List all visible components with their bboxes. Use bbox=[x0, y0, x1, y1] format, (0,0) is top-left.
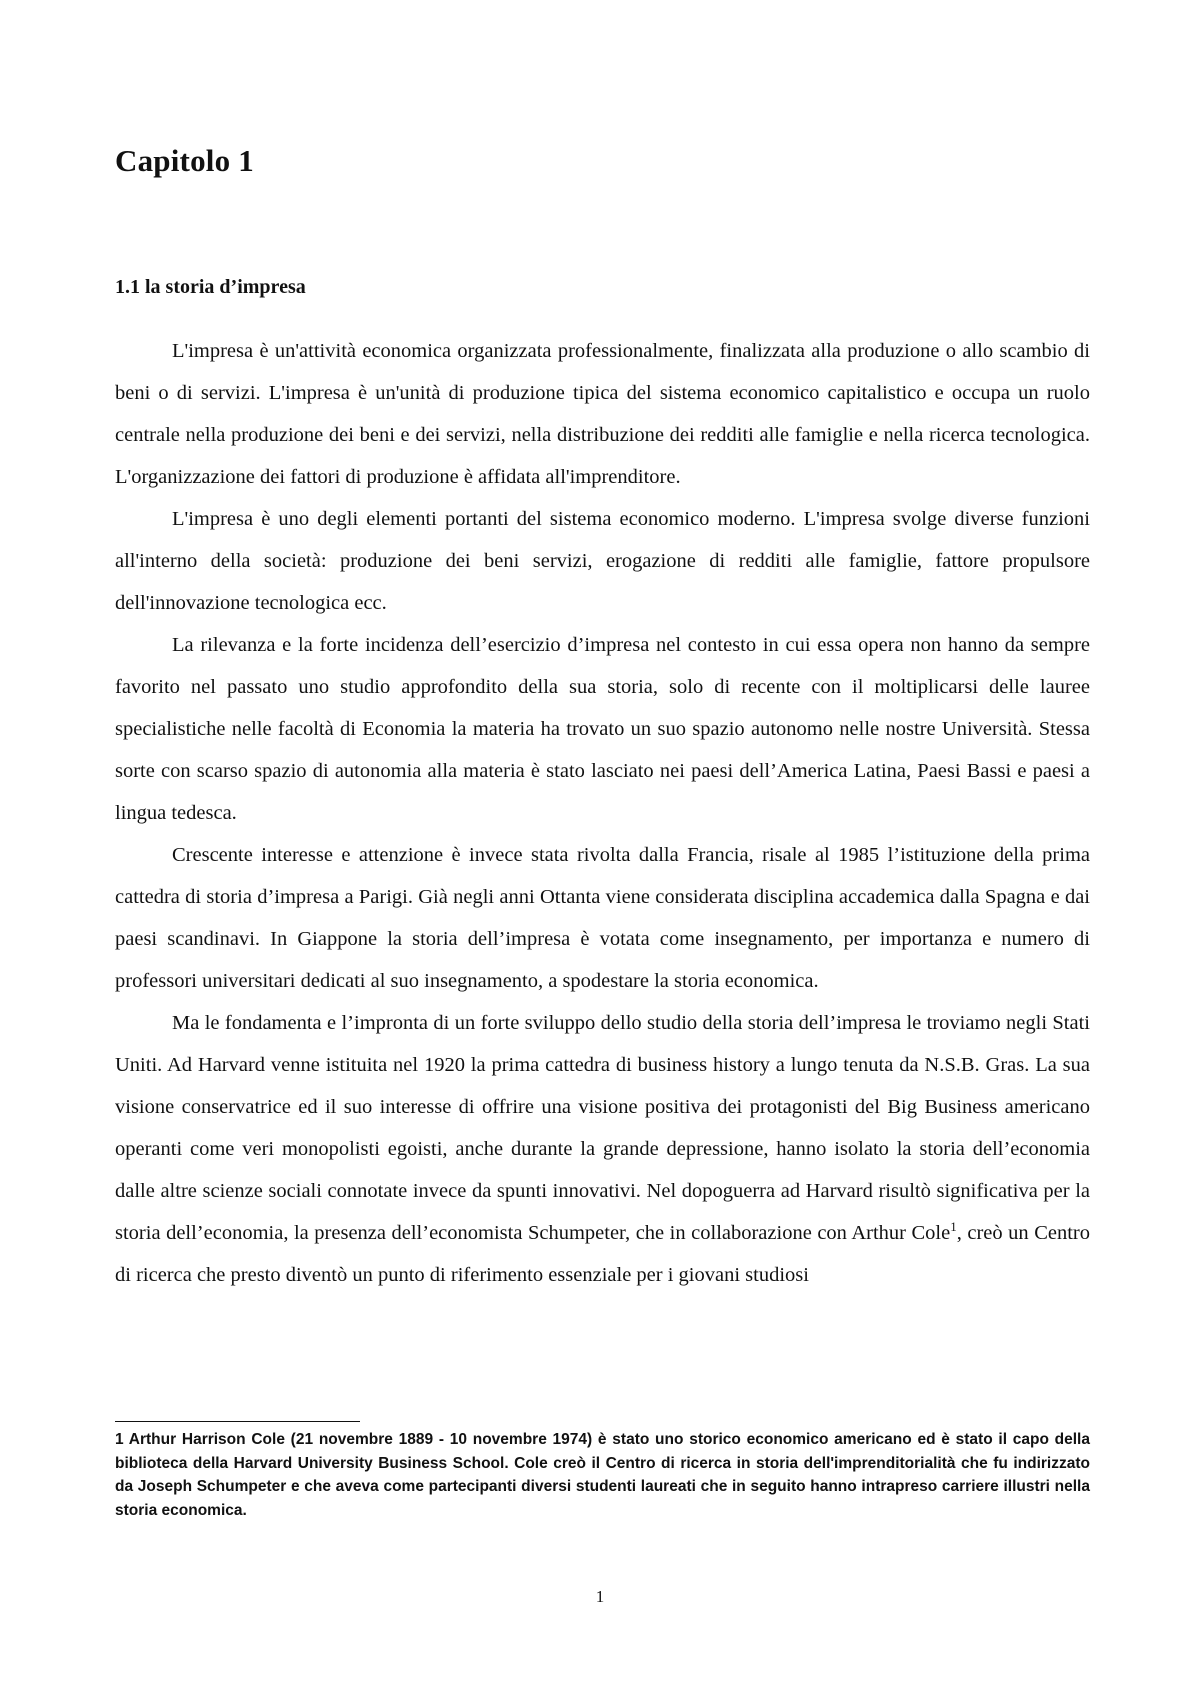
footnote-separator bbox=[115, 1421, 360, 1422]
footnote-marker[interactable]: 1 bbox=[950, 1219, 957, 1235]
footnote: 1 Arthur Harrison Cole (21 novembre 1889 - 10 novembre 1974) è stato uno storico economico americano ed è stato il capo della biblioteca della Harvard University Business School. Cole creò il Centro di ricerca in storia dell'imprenditorialità che fu indirizzato da Joseph Schumpeter e che aveva come partecipanti diversi studenti laureati che in seguito hanno intrapreso carriere illustri nella storia economica. bbox=[115, 1431, 1090, 1519]
chapter-title: Capitolo 1 bbox=[115, 143, 254, 178]
paragraph-3: La rilevanza e la forte incidenza dell’esercizio d’impresa nel contesto in cui essa opera non hanno da sempre favorito nel passato uno studio approfondito della sua storia, solo di recente con il moltiplicarsi delle lauree specialistiche nelle facoltà di Economia la materia ha trovato un suo spazio autonomo nelle nostre Università. Stessa sorte con scarso spazio di autonomia alla materia è stato lasciato nei paesi dell’America Latina, Paesi Bassi e paesi a lingua tedesca. bbox=[115, 634, 1090, 824]
section-title: 1.1 la storia d’impresa bbox=[115, 276, 306, 298]
paragraph-2: L'impresa è uno degli elementi portanti del sistema economico moderno. L'impresa svolge diverse funzioni all'interno della società: produzione dei beni servizi, erogazione di redditi alle famiglie, fattore propulsore dell'innovazione tecnologica ecc. bbox=[115, 508, 1090, 614]
body-text bbox=[115, 330, 1090, 1296]
paragraph-4: Crescente interesse e attenzione è invece stata rivolta dalla Francia, risale al 1985 l’istituzione della prima cattedra di storia d’impresa a Parigi. Già negli anni Ottanta viene considerata disciplina accademica dalla Spagna e dai paesi scandinavi. In Giappone la storia dell’impresa è votata come insegnamento, per importanza e numero di professori universitari dedicati al suo insegnamento, a spodestare la storia economica. bbox=[115, 844, 1090, 992]
paragraph-5 bbox=[115, 1002, 1090, 1296]
paragraph-1: L'impresa è un'attività economica organizzata professionalmente, finalizzata alla produzione o allo scambio di beni o di servizi. L'impresa è un'unità di produzione tipica del sistema economico capitalistico e occupa un ruolo centrale nella produzione dei beni e dei servizi, nella distribuzione dei redditi alle famiglie e nella ricerca tecnologica. L'organizzazione dei fattori di produzione è affidata all'imprenditore. bbox=[115, 340, 1090, 488]
paragraph-5-text: Ma le fondamenta e l’impronta di un forte sviluppo dello studio della storia dell’impresa le troviamo negli Stati Uniti. Ad Harvard venne istituita nel 1920 la prima cattedra di business history a lungo tenuta da N.S.B. Gras. La sua visione conservatrice ed il suo interesse di offrire una visione positiva dei protagonisti del Big Business americano operanti come veri monopolisti egoisti, anche durante la grande depressione, hanno isolato la storia dell’economia dalle altre scienze sociali connotate invece da spunti innovativi. Nel dopoguerra ad Harvard risultò significativa per la storia dell’economia, la presenza dell’economista Schumpeter, che in collaborazione con Arthur Cole bbox=[115, 1012, 1090, 1244]
paragraph-5-continuation: , creò un Centro di ricerca che presto diventò un punto di riferimento essenziale per i giovani studiosi bbox=[115, 1222, 1090, 1286]
page-number: 1 bbox=[595, 1587, 605, 1606]
